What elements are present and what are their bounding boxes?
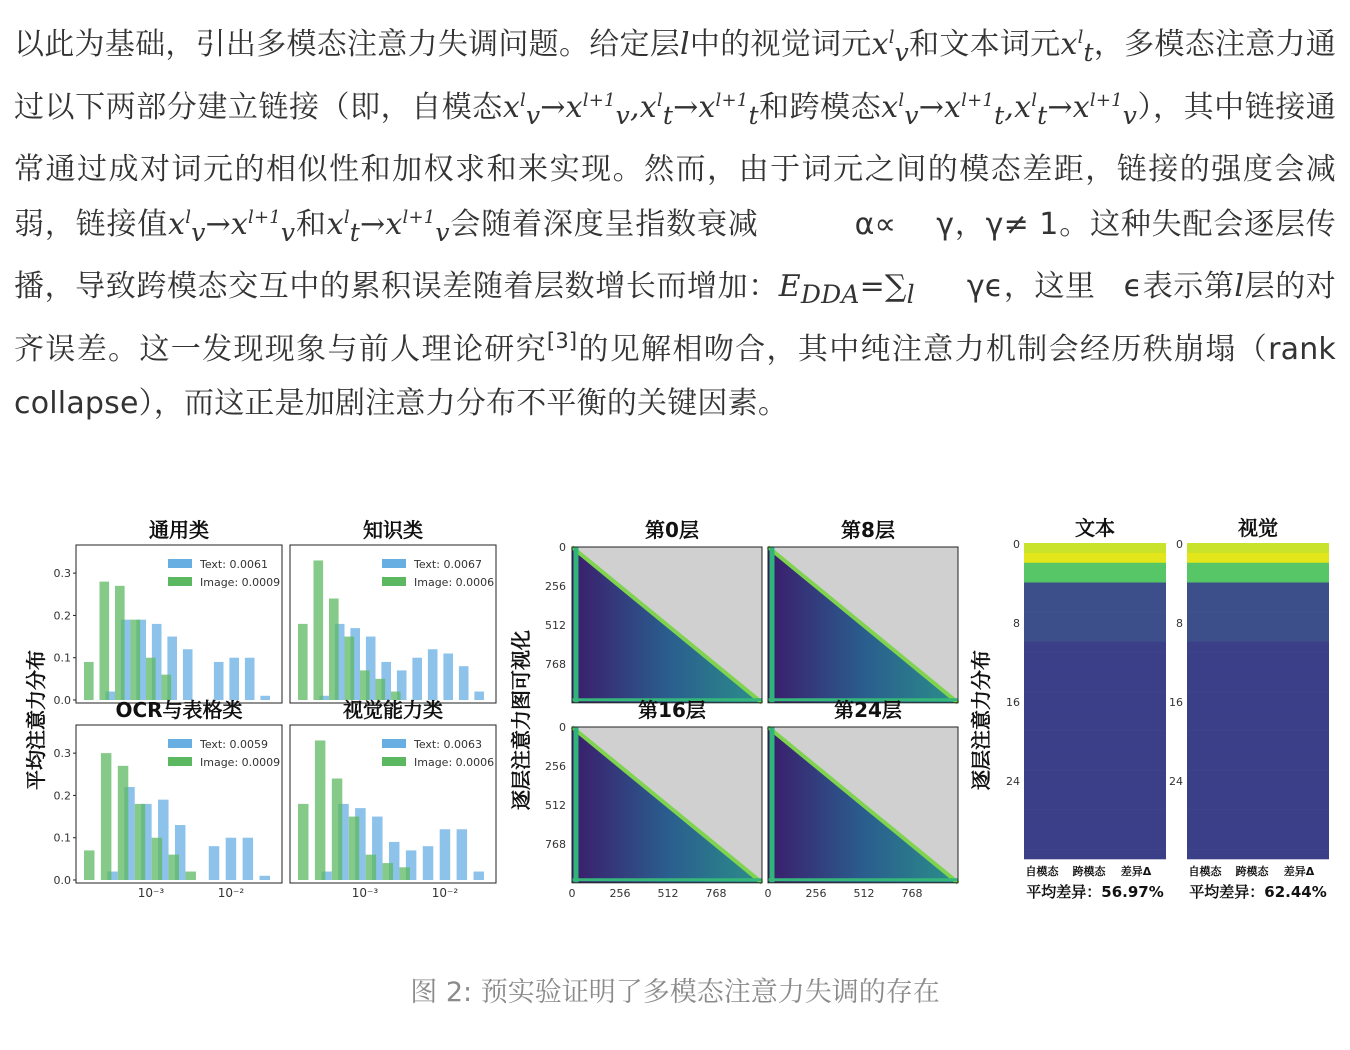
table-row [1024,800,1166,810]
table-row [1187,543,1329,553]
y-tick-label: 512 [545,619,566,632]
legend-swatch [382,577,406,586]
bar [329,599,339,700]
bar [366,855,376,880]
y-tick-label: 0.0 [53,694,71,707]
bar [399,867,409,880]
column-label: 跨模态 [1072,865,1106,878]
table-row [1187,810,1329,820]
legend-swatch [168,577,192,586]
table-row [1187,790,1329,800]
panel-title: 第16层 [638,698,706,722]
table-row [1024,839,1166,849]
table-panel [1169,516,1329,901]
text-run: γ，γ≠ 1。这种失配会逐层传播，导致跨模态交互中的累积误差随着层数增长而增加： [14,206,1336,304]
y-tick-label: 0.0 [53,874,71,887]
table-row [1024,553,1166,563]
y-tick-label: 0 [1176,538,1183,551]
legend-label: Image: 0.0009 [200,756,281,769]
heatmap-panel [768,518,958,703]
table-row [1024,721,1166,731]
x-tick-label: 10⁻³ [137,886,165,900]
x-tick-label: 768 [705,886,727,900]
y-tick-label: 16 [1169,696,1183,709]
bar [383,863,393,880]
panel-title: 视觉 [1238,516,1278,540]
table-row [1187,642,1329,652]
attention-heatmaps [509,518,958,900]
bar [131,620,141,700]
legend-swatch [168,739,192,748]
attention-tables [969,516,1329,901]
citation-ref[interactable]: [3] [546,328,578,353]
table-row [1024,612,1166,622]
math-l: l [680,27,690,62]
table-row [1024,592,1166,602]
table-row [1024,741,1166,751]
table-row [1187,780,1329,790]
bar [459,666,469,700]
table-row [1024,770,1166,780]
math-link-t: $x^l_t\to x^{l+1}_v$ [326,206,450,247]
bar [229,658,239,700]
bar [84,850,94,880]
text-run: 层的对齐误差。这一发现现象与前人理论研究 [14,269,1336,367]
table-row [1024,632,1166,642]
table-row [1187,671,1329,681]
bar [440,829,450,880]
text-run: α∝ [854,206,897,242]
table-row [1187,583,1329,593]
y-tick-label: 768 [545,838,566,851]
y-tick-label: 0.3 [53,567,71,581]
bar [245,658,255,700]
bar [169,855,179,880]
bar [118,766,128,880]
y-tick-label: 768 [545,658,566,671]
y-tick-label: 0.2 [53,609,71,623]
text-run: 的见解相吻合，其中纯注意力机制会经历秩崩塌（rank collapse），而这正是加剧注意力分布不平衡的关键因素。 [14,331,1336,421]
table-row [1024,543,1166,553]
legend-swatch [168,757,192,766]
x-tick-label: 512 [853,886,875,900]
table-row [1187,652,1329,662]
y-axis-label: 平均注意力分布 [24,650,48,790]
table-row [1024,681,1166,691]
math-xt: $x^l_t$ [1060,27,1094,67]
table-row [1187,770,1329,780]
bar [423,846,433,880]
y-axis-label: 逐层注意力分布 [969,650,993,790]
legend-label: Image: 0.0009 [200,576,281,589]
math-l: l [1234,269,1245,304]
heatmap-panel [545,518,762,703]
y-tick-label: 8 [1013,617,1020,630]
bar [101,753,111,880]
table-row [1187,731,1329,741]
legend-label: Text: 0.0063 [414,738,482,751]
legend-label: Text: 0.0061 [200,558,268,571]
text-run: 中的视觉词元 [689,27,872,62]
bar [332,779,342,880]
math-self-modal: $x^l_v\to x^{l+1}_v,x^l_t\to x^{l+1}_t$ [502,89,759,130]
text-run: 和 [295,206,327,242]
x-tick-label: 256 [805,886,827,900]
histogram-grid [24,518,496,900]
body-paragraph [14,18,1336,432]
bar [376,679,386,700]
table-row [1187,662,1329,672]
histogram-panel [290,518,496,703]
histogram-panel [54,698,283,900]
y-tick-label: 0.2 [53,789,71,803]
table-row [1024,701,1166,711]
table-row [1187,573,1329,583]
panel-title: 通用类 [149,518,209,542]
bar [226,838,236,880]
table-row [1024,780,1166,790]
y-tick-label: 0 [559,541,566,554]
bar [115,586,125,700]
bar [260,876,270,880]
panel-title: OCR与表格类 [115,698,243,722]
table-row [1024,662,1166,672]
table-row [1187,553,1329,563]
column-label: 差异Δ [1120,865,1152,878]
bar [443,653,453,700]
table-row [1024,829,1166,839]
panel-title: 文本 [1075,516,1115,540]
x-tick-label: 256 [609,886,631,900]
y-tick-label: 24 [1169,775,1183,788]
y-tick-label: 0 [1013,538,1020,551]
table-row [1187,612,1329,622]
table-row [1187,829,1329,839]
bar [474,692,484,700]
bar [457,829,467,880]
table-row [1187,711,1329,721]
table-row [1024,671,1166,681]
histogram-panel [290,698,496,900]
table-row [1024,820,1166,830]
y-axis-label: 逐层注意力图可视化 [509,630,533,810]
table-row [1024,750,1166,760]
bar [214,662,224,700]
table-row [1024,642,1166,652]
table-row [1024,790,1166,800]
column-label: 自模态 [1188,865,1222,878]
bar [298,624,308,700]
table-row [1024,691,1166,701]
table-row [1187,721,1329,731]
bar [135,804,145,880]
table-row [1024,731,1166,741]
table-row [1024,760,1166,770]
legend-label: Text: 0.0067 [414,558,482,571]
table-row [1024,573,1166,583]
bar [209,846,219,880]
table-row [1187,760,1329,770]
text-run: γϵ，这里 [966,269,1096,304]
table-row [1024,652,1166,662]
histogram-panel [54,518,283,707]
y-tick-label: 16 [1006,696,1020,709]
text-run: ，多模态注意力通过以下两部分建立链接（即，自模态 [14,27,1336,125]
table-row [1024,622,1166,632]
bar [315,740,325,880]
bar [474,872,484,880]
x-tick-label: 10⁻² [431,886,459,900]
text-run: ϵ表示第 [1123,269,1235,304]
table-row [1187,701,1329,711]
bar [349,817,359,880]
math-link-v: $x^l_v\to x^{l+1}_v$ [168,206,296,247]
bar [152,838,162,880]
bar [360,670,370,700]
column-label: 跨模态 [1235,865,1269,878]
math-xv: $x^l_v$ [871,27,909,67]
table-row [1187,563,1329,573]
table-row [1024,602,1166,612]
figure-2 [10,505,1340,925]
panel-title: 第0层 [645,518,699,542]
column-label: 自模态 [1025,865,1059,878]
table-row [1187,839,1329,849]
heatmap-panel [765,698,959,900]
text-run: 以此为基础，引出多模态注意力失调问题。给定层 [14,27,681,62]
text-run: 和文本词元 [909,27,1061,62]
bar [243,838,253,880]
bar [100,582,110,700]
y-tick-label: 0 [559,721,566,734]
table-row [1187,741,1329,751]
legend-swatch [382,739,406,748]
y-tick-label: 0.1 [53,831,71,845]
y-tick-label: 24 [1006,775,1020,788]
bar [298,804,308,880]
table-row [1024,849,1166,859]
x-tick-label: 10⁻³ [351,886,379,900]
table-row [1187,800,1329,810]
legend-label: Image: 0.0006 [414,756,495,769]
bar [345,637,355,700]
y-tick-label: 0.3 [53,747,71,761]
text-run: 和跨模态 [758,89,882,125]
panel-title: 视觉能力类 [343,698,443,722]
x-tick-label: 10⁻² [217,886,245,900]
text-run: ），其中链接通常通过成对词元的相似性和加权求和来实现。然而，由于词元之间的模态差距，链接的强度会减弱，链接值 [14,89,1336,242]
x-tick-label: 512 [657,886,679,900]
table-row [1187,849,1329,859]
text-run: 会随着深度呈指数衰减 [449,206,759,242]
math-cross-modal: $x^l_v\to x^{l+1}_t,x^l_t\to x^{l+1}_v$ [881,89,1138,130]
table-panel [1006,516,1166,901]
table-row [1187,592,1329,602]
legend-swatch [168,559,192,568]
x-tick-label: 768 [901,886,923,900]
x-tick-label: 0 [568,886,576,900]
bar [185,872,195,880]
table-row [1187,750,1329,760]
bar [84,662,94,700]
panel-title: 知识类 [363,518,423,542]
legend-label: Text: 0.0059 [200,738,268,751]
table-row [1187,602,1329,612]
bar [146,658,156,700]
y-tick-label: 256 [545,760,566,773]
table-row [1024,711,1166,721]
math-edda: $E_{DDA}=\sum_l$ [778,269,915,309]
legend-swatch [382,757,406,766]
bar [260,696,270,700]
bar [412,658,422,700]
table-row [1187,820,1329,830]
table-row [1187,681,1329,691]
y-tick-label: 8 [1176,617,1183,630]
table-row [1024,810,1166,820]
table-row [1024,563,1166,573]
table-row [1187,691,1329,701]
heatmap-panel [545,698,762,900]
summary-label: 平均差异：62.44% [1189,883,1327,901]
bar [162,675,172,700]
column-label: 差异Δ [1283,865,1315,878]
bar [183,649,193,700]
y-tick-label: 0.1 [53,651,71,665]
panel-title: 第8层 [841,518,895,542]
legend-label: Image: 0.0006 [414,576,495,589]
table-row [1187,622,1329,632]
legend-swatch [382,559,406,568]
x-tick-label: 0 [764,886,772,900]
y-tick-label: 512 [545,799,566,812]
table-row [1187,632,1329,642]
y-tick-label: 256 [545,580,566,593]
bar [314,560,324,700]
table-row [1024,583,1166,593]
bar [428,649,438,700]
summary-label: 平均差异：56.97% [1026,883,1164,901]
panel-title: 第24层 [834,698,902,722]
figure-caption: 图 2: 预实验证明了多模态注意力失调的存在 [410,977,940,1008]
